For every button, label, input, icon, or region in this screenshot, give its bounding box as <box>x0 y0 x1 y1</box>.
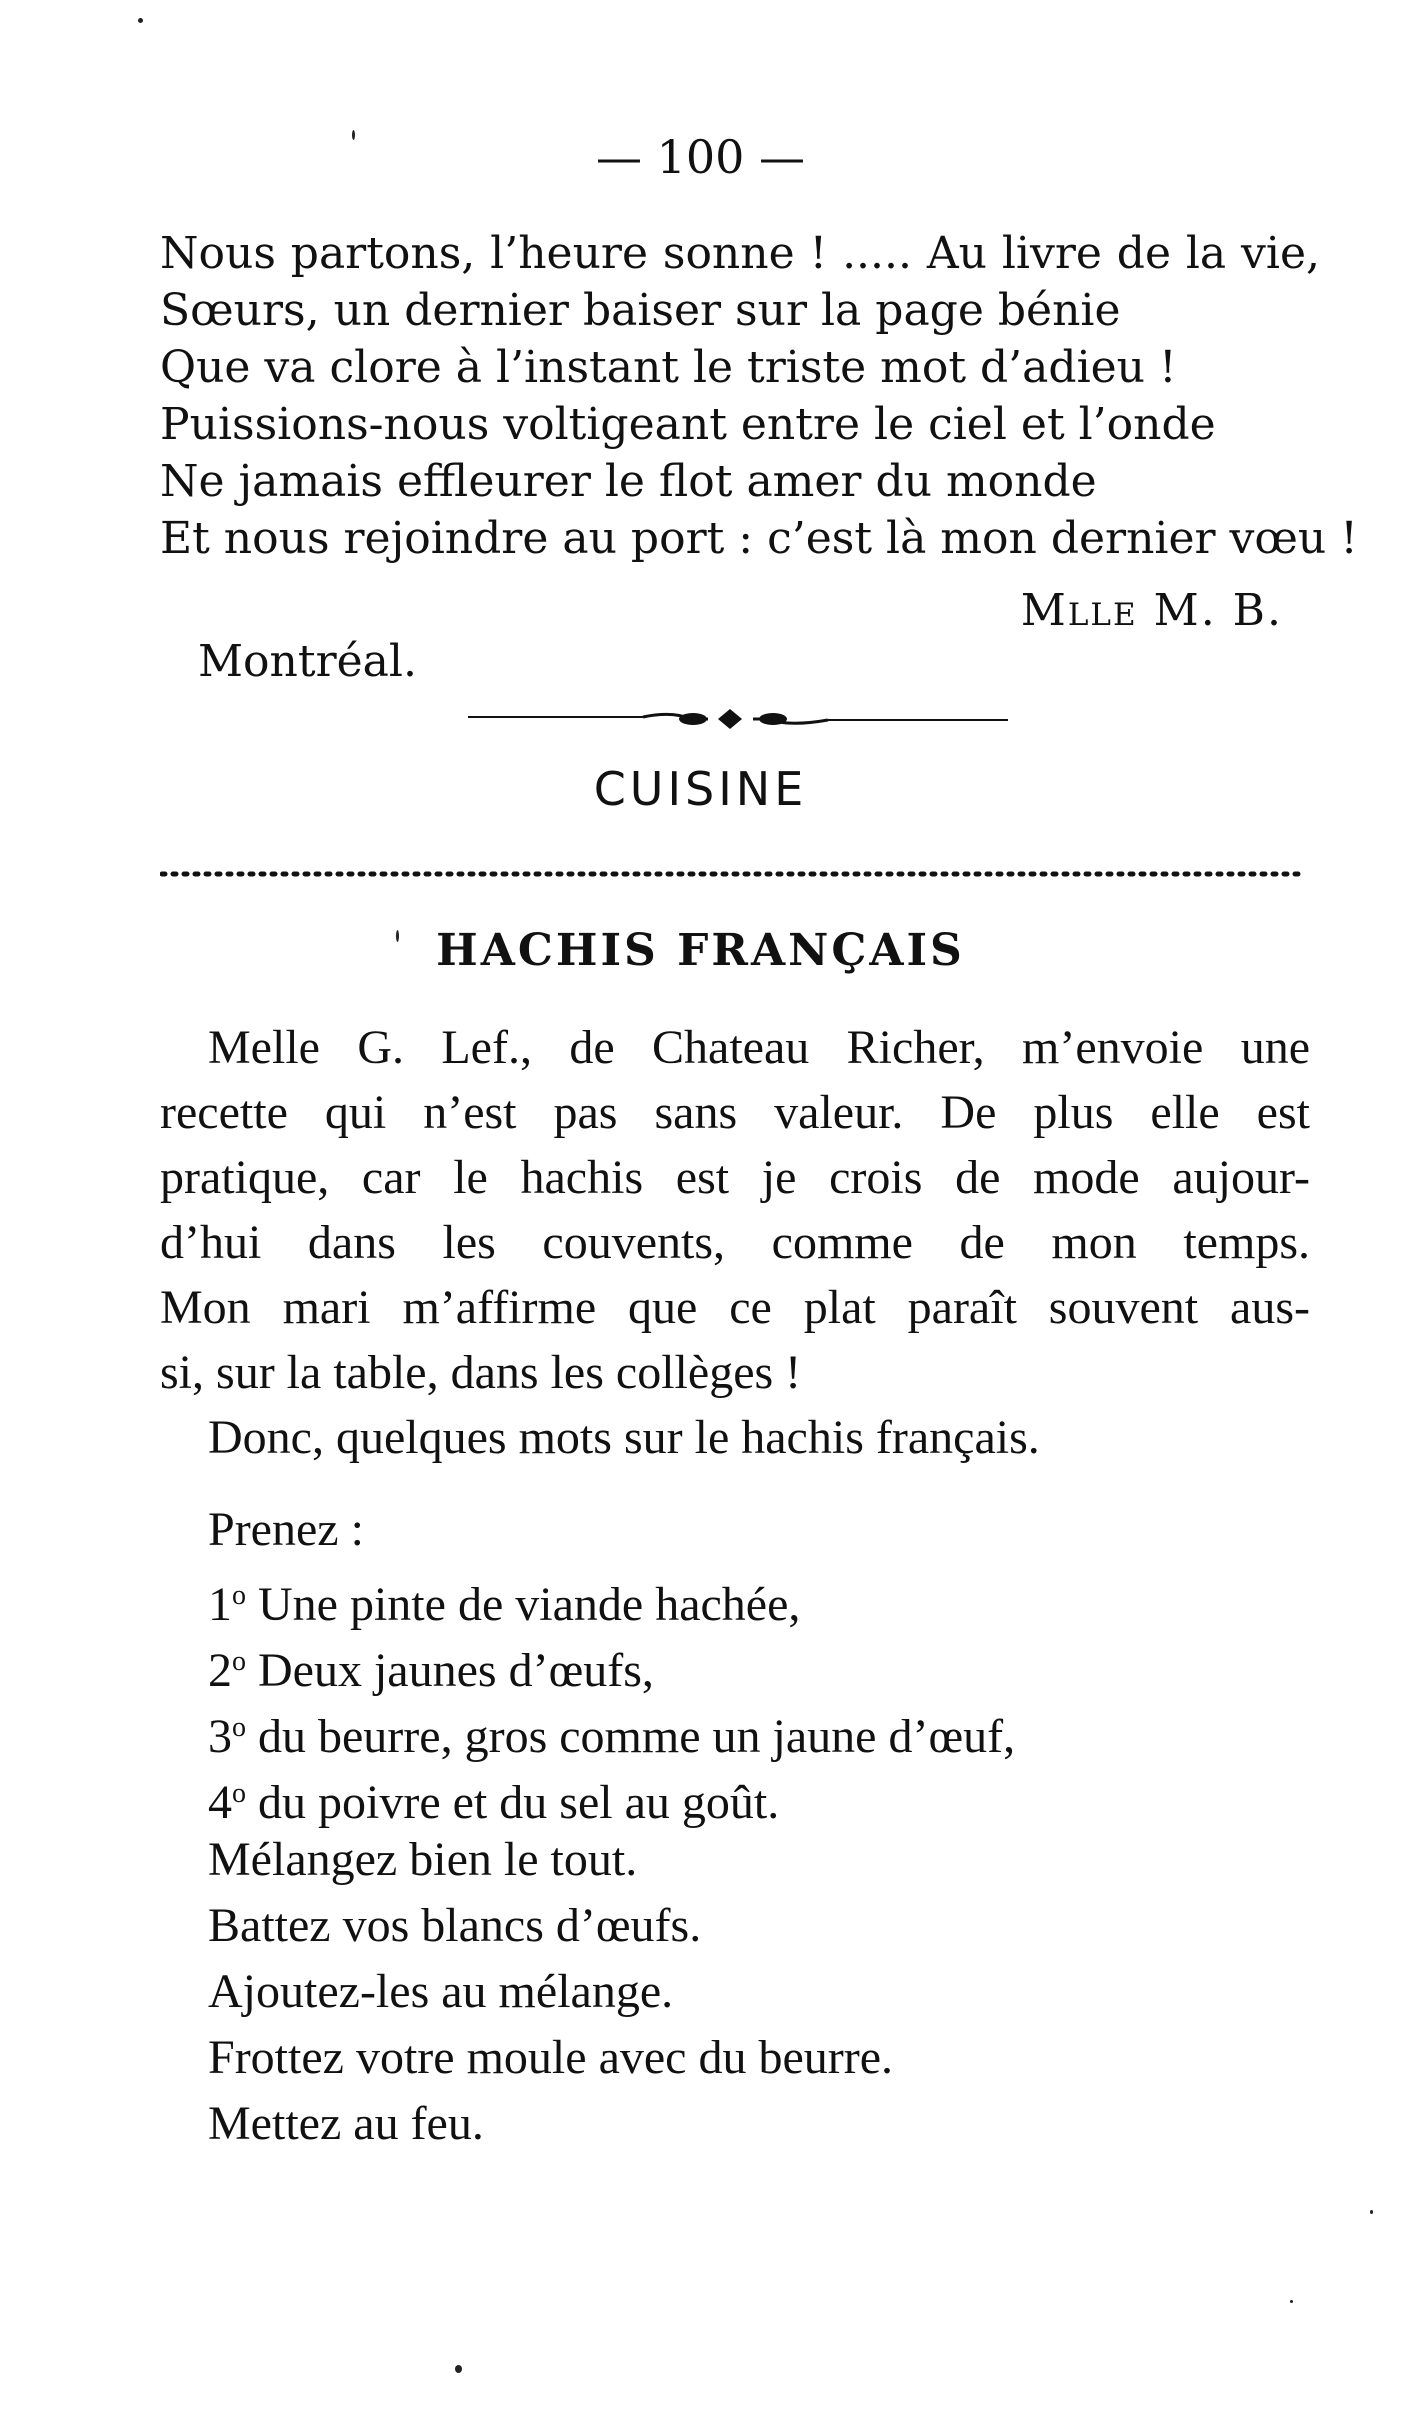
page-number: — 100 — <box>595 130 806 184</box>
paragraph-line: recette qui n’est pas sans valeur. De plus elle est <box>160 1086 1310 1139</box>
ink-speck <box>352 130 355 140</box>
ingredient-number: 2 <box>208 1644 232 1697</box>
ink-speck <box>1370 2210 1373 2214</box>
recipe-step: Ajoutez-les au mélange. <box>208 1965 674 2018</box>
poem-line: Sœurs, un dernier baiser sur la page bénie <box>160 285 1121 336</box>
ornamental-divider <box>468 705 1008 735</box>
ordinal-mark: o <box>232 1778 246 1809</box>
poem <box>160 225 1358 567</box>
recipe-step: Frottez votre moule avec du beurre. <box>208 2031 894 2084</box>
poem-line: Puissions-nous voltigeant entre le ciel et l’onde <box>160 399 1216 450</box>
ordinal-mark: o <box>232 1646 246 1677</box>
ink-speck <box>396 930 399 942</box>
ingredient-item <box>208 1629 1015 1695</box>
ingredient-number: 1 <box>208 1578 232 1631</box>
ingredient-text: Deux jaunes d’œufs, <box>258 1644 654 1697</box>
paragraph-line: Mon mari m’affirme que ce plat paraît souvent aus- <box>160 1281 1310 1334</box>
ingredient-item <box>208 1695 1015 1761</box>
ingredient-text: du poivre et du sel au goût. <box>258 1776 780 1829</box>
ink-speck <box>138 18 143 23</box>
recipe-step: Battez vos blancs d’œufs. <box>208 1899 702 1952</box>
signature-name: M. B. <box>1153 585 1283 636</box>
poem-line: Que va clore à l’instant le triste mot d’adieu ! <box>160 342 1177 393</box>
ordinal-mark: o <box>232 1712 246 1743</box>
poem-line: Nous partons, l’heure sonne ! ..... Au livre de la vie, <box>160 228 1320 279</box>
paragraph-line: si, sur la table, dans les collèges ! <box>160 1346 802 1399</box>
ingredient-text: Une pinte de viande hachée, <box>258 1578 801 1631</box>
closing-line: Donc, quelques mots sur le hachis français. <box>208 1411 1040 1464</box>
poem-line: Ne jamais effleurer le flot amer du monde <box>160 456 1097 507</box>
poem-place: Montréal. <box>198 636 417 687</box>
paragraph-line: Melle G. Lef., de Chateau Richer, m’envoie une <box>208 1021 1310 1074</box>
ingredient-item <box>208 1563 1015 1629</box>
article-paragraph <box>160 1015 1310 1470</box>
ingredient-number: 3 <box>208 1710 232 1763</box>
paragraph-line: pratique, car le hachis est je crois de mode aujour- <box>160 1151 1310 1204</box>
recipe-step: Mettez au feu. <box>208 2097 484 2150</box>
ordinal-mark: o <box>232 1580 246 1611</box>
article-title: HACHIS FRANÇAIS <box>436 925 965 976</box>
poem-line: Et nous rejoindre au port : c’est là mon dernier vœu ! <box>160 513 1358 564</box>
ingredient-text: du beurre, gros comme un jaune d’œuf, <box>258 1710 1016 1763</box>
ink-speck <box>1290 2300 1293 2303</box>
ingredient-number: 4 <box>208 1776 232 1829</box>
section-title: CUISINE <box>593 762 808 816</box>
paragraph-line: d’hui dans les couvents, comme de mon temps. <box>160 1216 1310 1269</box>
dotted-rule <box>160 866 1310 886</box>
poem-signature <box>1021 585 1283 636</box>
ink-speck <box>455 2365 462 2373</box>
recipe-intro: Prenez : <box>208 1503 364 1556</box>
recipe-step: Mélangez bien le tout. <box>208 1833 638 1886</box>
ingredient-item <box>208 1761 1015 1827</box>
recipe <box>208 1497 1015 2157</box>
signature-prefix: Mlle <box>1020 585 1138 636</box>
